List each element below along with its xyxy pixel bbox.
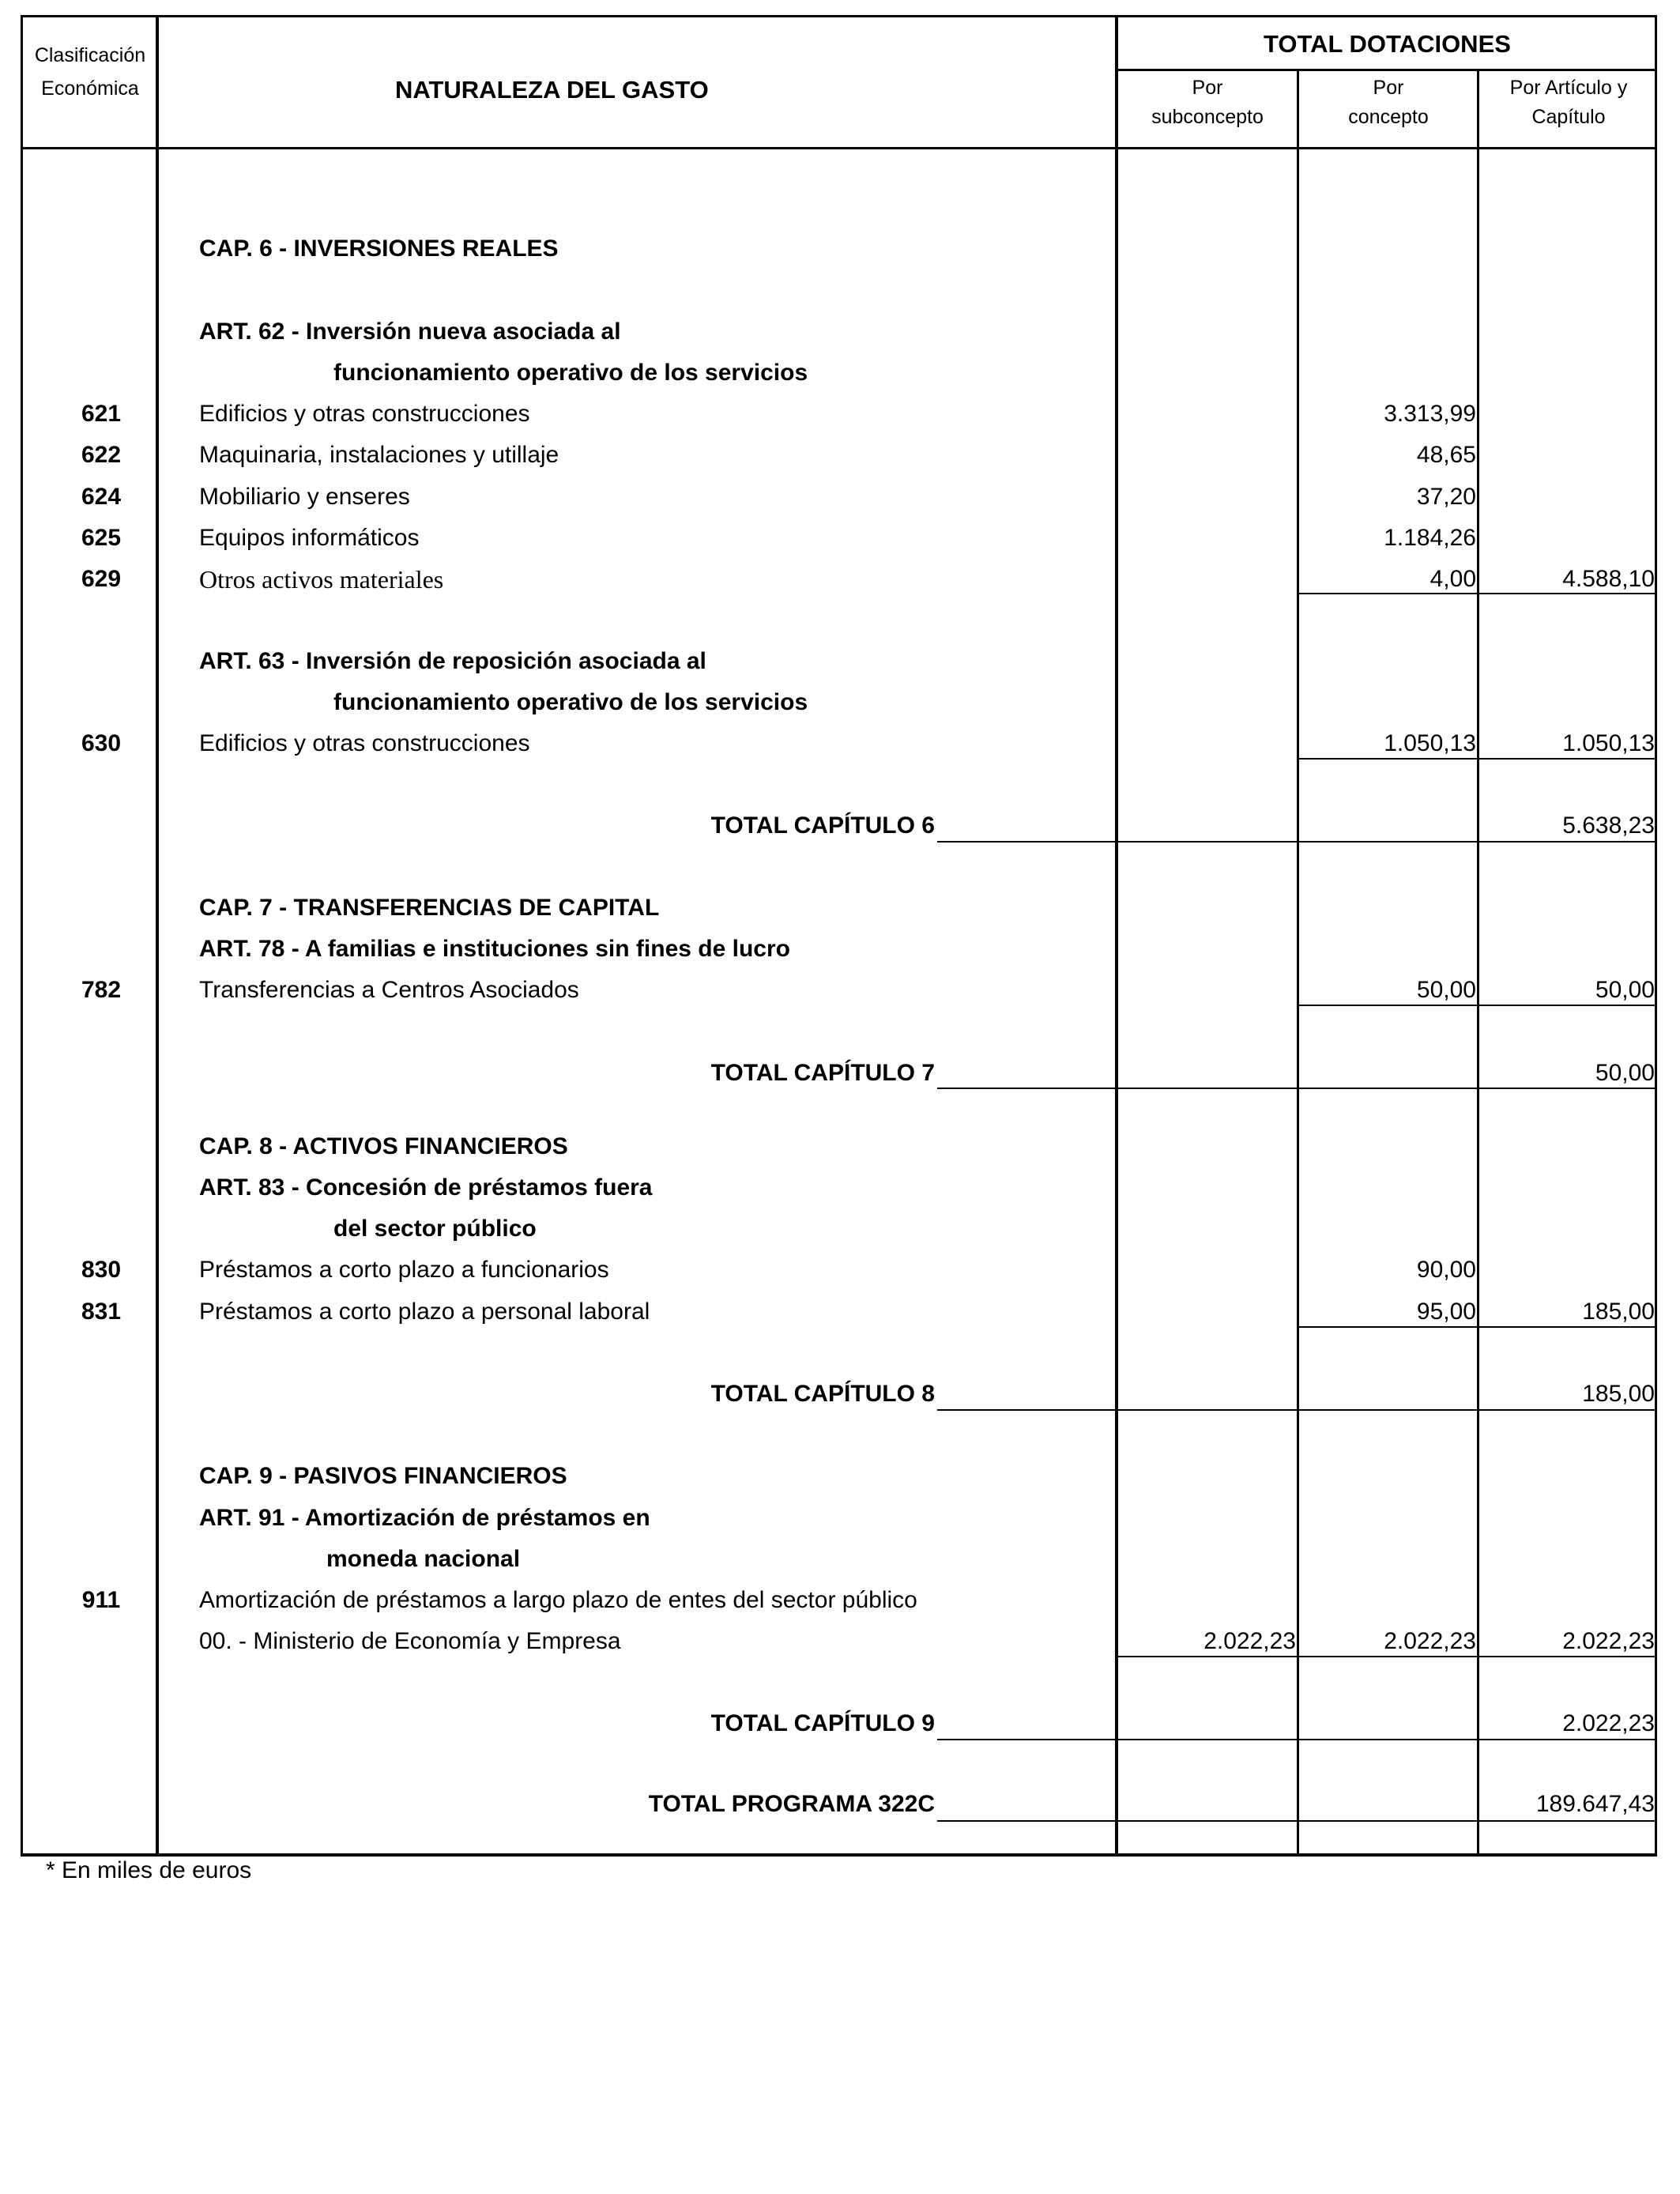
footnote: * En miles de euros — [46, 1857, 252, 1883]
row-desc: Transferencias a Centros Asociados — [199, 977, 579, 1003]
art62-line1: ART. 62 - Inversión nueva asociada al — [199, 319, 621, 345]
row-concepto: 37,20 — [1416, 484, 1476, 510]
row-desc: Otros activos materiales — [199, 565, 444, 594]
total-capitulo-9-value: 2.022,23 — [1562, 1710, 1655, 1736]
col-sep-subconcepto — [1297, 69, 1299, 1857]
row-concepto: 4,00 — [1430, 566, 1476, 592]
row-code: 782 — [81, 977, 122, 1003]
row-articulo: 50,00 — [1595, 977, 1655, 1003]
total-divider — [1116, 69, 1657, 71]
header-subconcepto-1: Por — [1192, 77, 1223, 99]
row-code: 621 — [81, 401, 122, 427]
total-line — [937, 1409, 1657, 1411]
row-articulo: 185,00 — [1582, 1299, 1655, 1325]
row-code: 624 — [81, 484, 122, 510]
row-desc: Maquinaria, instalaciones y utillaje — [199, 442, 559, 468]
row-code: 625 — [81, 525, 122, 551]
art83-line2: del sector público — [333, 1216, 537, 1242]
header-articulo-2: Capítulo — [1531, 106, 1606, 128]
row-concepto: 1.050,13 — [1384, 730, 1476, 756]
header-divider — [21, 147, 1657, 149]
row-desc: Préstamos a corto plazo a funcionarios — [199, 1257, 609, 1283]
header-articulo-1: Por Artículo y — [1509, 77, 1628, 99]
table-border-right — [1655, 15, 1657, 1857]
row-concepto: 50,00 — [1416, 977, 1476, 1003]
row-desc: Equipos informáticos — [199, 525, 420, 551]
art91-line2: moneda nacional — [326, 1546, 521, 1572]
sum-line — [1297, 1326, 1657, 1328]
col-sep-classification — [156, 15, 159, 1857]
row-desc: Préstamos a corto plazo a personal laboral — [199, 1299, 650, 1325]
total-capitulo-7-value: 50,00 — [1595, 1060, 1655, 1086]
row-subconcepto: 2.022,23 — [1203, 1628, 1296, 1654]
row-code: 831 — [81, 1299, 122, 1325]
art63-line2: funcionamiento operativo de los servicios — [333, 689, 808, 715]
row-concepto: 90,00 — [1416, 1257, 1476, 1283]
row-code: 911 — [81, 1587, 121, 1613]
row-desc: Edificios y otras construcciones — [199, 401, 530, 427]
total-programa-value: 189.647,43 — [1535, 1791, 1655, 1817]
header-concepto-1: Por — [1373, 77, 1404, 99]
table-border-top — [21, 15, 1657, 17]
cap8-title: CAP. 8 - ACTIVOS FINANCIEROS — [199, 1133, 568, 1159]
art78-title: ART. 78 - A familias e instituciones sin fines de lucro — [199, 936, 790, 962]
sum-line — [1297, 593, 1657, 594]
header-classification-1: Clasificación — [34, 44, 146, 66]
row-code: 622 — [81, 442, 122, 468]
col-sep-nature — [1115, 15, 1118, 1857]
row-concepto: 3.313,99 — [1384, 401, 1476, 427]
total-capitulo-7-label: TOTAL CAPÍTULO 7 — [710, 1060, 935, 1086]
total-line — [937, 1088, 1657, 1089]
art83-line1: ART. 83 - Concesión de préstamos fuera — [199, 1174, 653, 1201]
total-line — [937, 1820, 1657, 1822]
col-sep-concepto — [1477, 69, 1479, 1857]
sum-line — [1115, 1656, 1657, 1657]
art62-line2: funcionamiento operativo de los servicios — [333, 360, 808, 386]
cap7-title: CAP. 7 - TRANSFERENCIAS DE CAPITAL — [199, 895, 660, 921]
sum-line — [1297, 1005, 1657, 1006]
table-border-left — [21, 15, 23, 1857]
row-concepto: 1.184,26 — [1384, 525, 1476, 551]
row-desc: Edificios y otras construcciones — [199, 730, 530, 756]
row-desc: Mobiliario y enseres — [199, 484, 410, 510]
total-line — [937, 1739, 1657, 1740]
cap9-title: CAP. 9 - PASIVOS FINANCIEROS — [199, 1463, 567, 1489]
header-subconcepto-2: subconcepto — [1151, 106, 1264, 128]
row-articulo: 1.050,13 — [1562, 730, 1655, 756]
total-capitulo-8-label: TOTAL CAPÍTULO 8 — [710, 1381, 935, 1407]
total-capitulo-9-label: TOTAL CAPÍTULO 9 — [710, 1710, 935, 1736]
art91-line1: ART. 91 - Amortización de préstamos en — [199, 1505, 650, 1531]
total-programa-label: TOTAL PROGRAMA 322C — [648, 1791, 935, 1817]
header-classification-2: Económica — [41, 77, 139, 100]
header-nature: NATURALEZA DEL GASTO — [395, 76, 709, 104]
total-capitulo-6-label: TOTAL CAPÍTULO 6 — [710, 812, 935, 839]
cap6-title: CAP. 6 - INVERSIONES REALES — [199, 236, 559, 262]
row-concepto: 95,00 — [1416, 1299, 1476, 1325]
sum-line — [1297, 758, 1657, 760]
row-articulo: 4.588,10 — [1562, 566, 1655, 592]
header-total-dotaciones: TOTAL DOTACIONES — [1264, 30, 1511, 58]
art63-line1: ART. 63 - Inversión de reposición asociada al — [199, 648, 706, 674]
row-desc: 00. - Ministerio de Economía y Empresa — [199, 1628, 621, 1654]
row-articulo: 2.022,23 — [1562, 1628, 1655, 1654]
row-code: 629 — [81, 566, 122, 592]
total-capitulo-8-value: 185,00 — [1582, 1381, 1655, 1407]
row-desc: Amortización de préstamos a largo plazo de entes del sector público — [199, 1587, 917, 1613]
total-line — [937, 841, 1657, 843]
row-concepto: 2.022,23 — [1384, 1628, 1476, 1654]
table-border-bottom — [21, 1853, 1657, 1857]
row-concepto: 48,65 — [1416, 442, 1476, 468]
row-code: 630 — [81, 730, 122, 756]
header-concepto-2: concepto — [1348, 106, 1429, 128]
total-capitulo-6-value: 5.638,23 — [1562, 812, 1655, 839]
row-code: 830 — [81, 1257, 122, 1283]
